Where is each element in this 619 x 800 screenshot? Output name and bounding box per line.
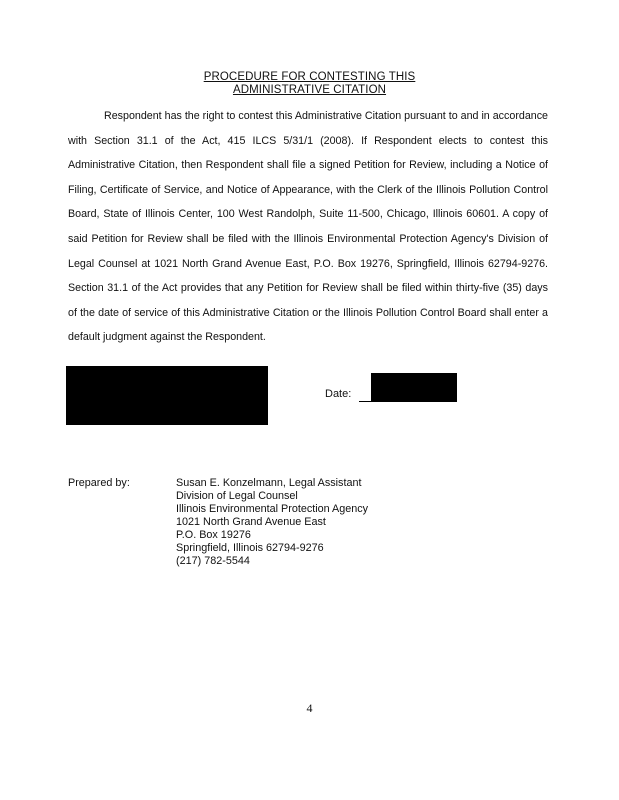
date-label: Date: <box>325 388 352 400</box>
preparer-agency: Illinois Environmental Protection Agency <box>176 503 369 515</box>
redacted-signature <box>66 366 268 425</box>
preparer-name: Susan E. Konzelmann, Legal Assistant <box>176 477 362 489</box>
preparer-street: 1021 North Grand Avenue East <box>176 516 326 528</box>
page-number: 4 <box>306 701 313 715</box>
preparer-division: Division of Legal Counsel <box>176 490 298 502</box>
preparer-contact-block <box>176 477 368 568</box>
prepared-by-label: Prepared by: <box>68 477 130 489</box>
preparer-city: Springfield, Illinois 62794-9276 <box>176 542 324 554</box>
section-heading-line-2: ADMINISTRATIVE CITATION <box>232 84 387 96</box>
preparer-phone: (217) 782-5544 <box>176 555 250 567</box>
redacted-date <box>371 373 457 402</box>
preparer-po-box: P.O. Box 19276 <box>176 529 251 541</box>
procedure-paragraph: Respondent has the right to contest this Administrative Citation pursuant to and in accordance with Section 31.1 of the Act, 415 ILCS 5/31/1 (2008). If Respondent elects to contest this Administrative Citation, then Respondent shall file a signed Petition for Review, including a Notice of Filing, Certificate of Service, and Notice of Appearance, with the Clerk of the Illinois Pollution Control Board, State of Illinois Center, 100 West Randolph, Suite 11-500, Chicago, Illinois 60601. A copy of said Petition for Review shall be filed with the Illinois Environmental Protection Agency's Division of Legal Counsel at 1021 North Grand Avenue East, P.O. Box 19276, Springfield, Illinois 62794-9276. Section 31.1 of the Act provides that any Petition for Review shall be filed within thirty-five (35) days of the date of service of this Administrative Citation or the Illinois Pollution Control Board shall enter a default judgment against the Respondent. <box>68 110 548 344</box>
section-heading-line-1: PROCEDURE FOR CONTESTING THIS <box>203 71 416 83</box>
